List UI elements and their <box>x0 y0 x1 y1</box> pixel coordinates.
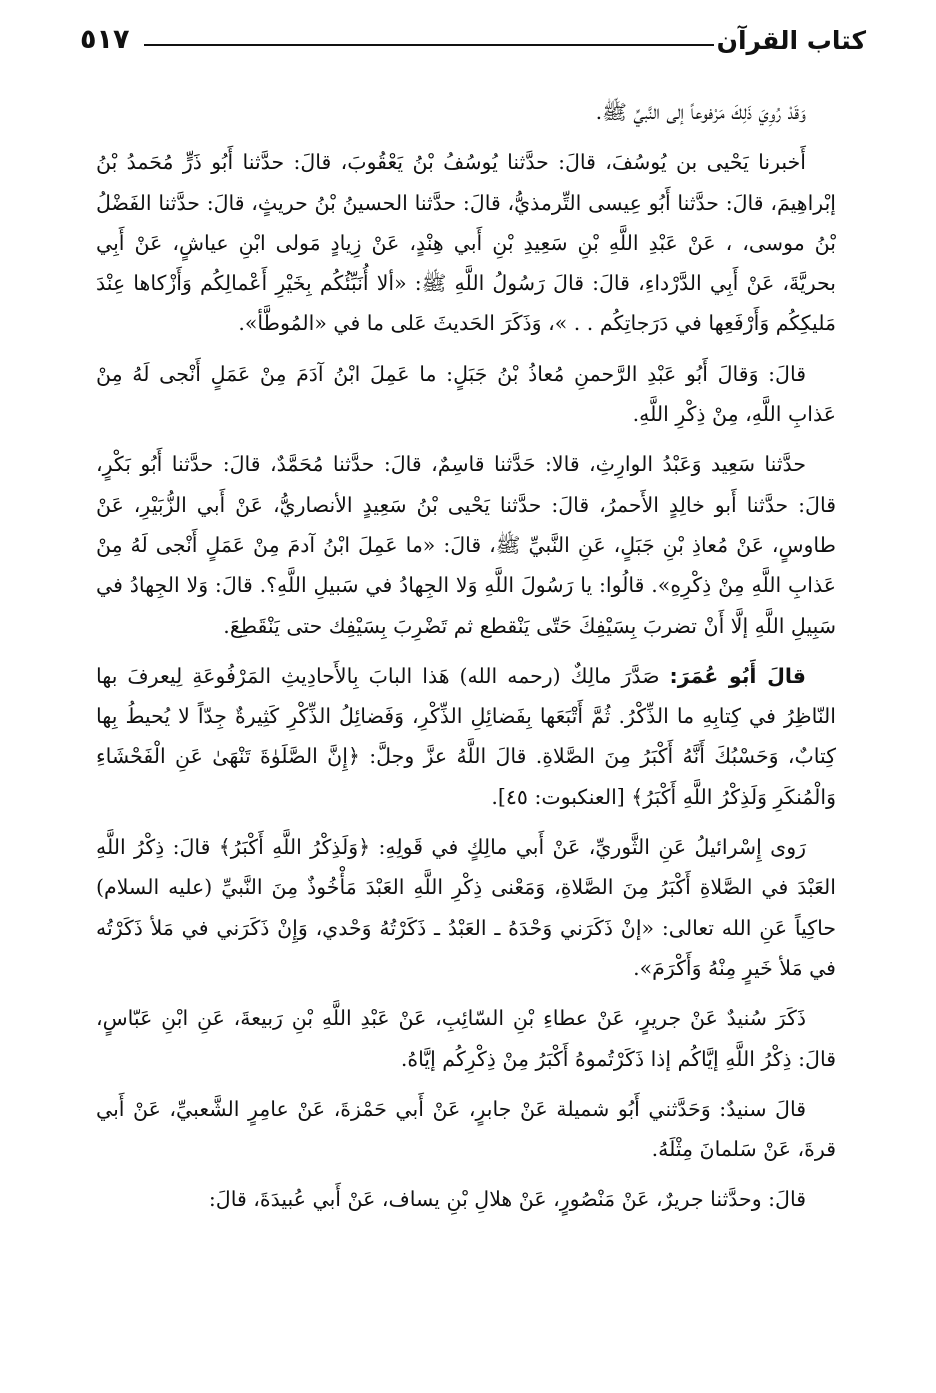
page-header <box>80 22 866 66</box>
paragraph <box>96 354 836 435</box>
page-body <box>96 92 836 1230</box>
paragraph-lead: قالَ أَبُو عُمَرَ: <box>669 663 806 688</box>
paragraph-text: صَدَّرَ مالِكٌ (رحمه الله) هَذا البابَ بِالأَحادِيثِ المَرْفُوعَةِ لِيعرفَ بها النّاظِرُ في كِتابِهِ ما الذِّكْرُ. ثُمَّ أَتْبَعَها بِفَضائِلِ الذِّكْرِ، وَفَضائِلُ الذِّكْرِ كَثِيرةٌ جِدّاً لا يُحيطُ بِها كِتابٌ، وَحَسْبُكَ أَنَّهُ أَكْبَرُ مِنَ الصَّلاةِ. قالَ اللَّهُ عزَّ وجلَّ: ﴿إِنَّ الصَّلَوٰةَ تَنْهَىٰ عَنِ الْفَحْشَاءِ وَالْمُنكَرِ وَلَذِكْرُ اللَّهِ أَكْبَرُ﴾ [العنكبوت: ٤٥]. <box>96 663 836 809</box>
paragraph-text: قالَ سنيدٌ: وَحَدَّثني أَبُو شميلة عَنْ جابرٍ، عَنْ أَبي حَمْزةَ، عَنْ عامِرٍ الشَّعبيِّ، عَنْ أَبي قرةَ، عَنْ سَلمانَ مِثْلَهُ. <box>96 1096 836 1162</box>
paragraph <box>96 1179 836 1219</box>
paragraph <box>96 1089 836 1170</box>
paragraph <box>96 827 836 988</box>
paragraph <box>96 656 836 817</box>
header-rule <box>144 44 714 46</box>
paragraph <box>96 444 836 645</box>
paragraph-text: رَوى إِسْرائيلُ عَنِ الثَّوريِّ، عَنْ أَبي مالِكٍ في قَولِهِ: ﴿وَلَذِكْرُ اللَّهِ أَكْبَرُ﴾ قالَ: ذِكْرُ اللَّهِ العَبْدَ في الصَّلاةِ أَكْبَرُ مِنَ الصَّلاةِ، وَمَعْنى ذِكْرِ اللَّهِ العَبْدَ مَأْخُوذٌ مِنَ النَّبيِّ (عليه السلام) حاكِياً عَنِ الله تعالى: «إنْ ذَكَرَني وَحْدَهُ ـ العَبْدُ ـ ذَكَرْتُهُ وَحْدي، وَإِنْ ذَكَرَني في مَلأ ذَكَرْتُه في مَلأ خَيرٍ مِنْهُ وَأَكْرَمَ». <box>96 835 836 980</box>
paragraph-text: قالَ: وحدَّثنا جريرٌ، عَنْ مَنْصُورٍ، عَنْ هلالِ بْنِ يساف، عَنْ أَبي عُبيدَةَ، قالَ: <box>208 1187 806 1212</box>
paragraph <box>96 998 836 1079</box>
paragraph <box>96 142 836 343</box>
paragraph-text: حدَّثنا سَعِيد وَعَبْدُ الوارِثِ، قالا: حَدَّثنا قاسِمٌ، قالَ: حدَّثنا مُحَمَّدٌ، قالَ: حدَّثنا أَبُو بَكْرٍ، قالَ: حدَّثنا أَبو خالِدٍ الأَحمرُ، قالَ: حدَّثنا يَحْيى بْنُ سَعِيدٍ الأنصاريُّ، عَنْ أَبي الزُّبَيْرِ، عَنْ طاوسٍ، عَنْ مُعاذِ بْنِ جَبَلٍ، عَنِ النَّبيِّ ﷺ، قالَ: «ما عَمِلَ ابْنُ آدمَ مِنْ عَمَلٍ أَنْجى لَهُ مِنْ عَذابِ اللَّهِ مِنْ ذِكْرِهِ». قالُوا: يا رَسُولَ اللَّهِ وَلا الجِهادُ في سَبيلِ اللَّهِ؟. قالَ: وَلا الجِهادُ في سَبِيلِ اللَّهِ إلَّا أَنْ تضربَ بِسَيْفِكَ حَتّى يَنْقطع ثم تَضْرِبَ بِسَيْفِك حتى يَنْقَطِعَ. <box>96 452 836 638</box>
paragraph-text: قالَ: وَقالَ أَبُو عَبْدِ الرَّحمنِ مُعاذُ بْنُ جَبَلٍ: ما عَمِلَ ابْنُ آدَمَ مِنْ عَمَلٍ أَنْجى لَهُ مِنْ عَذابِ اللَّهِ، مِنْ ذِكْرِ اللَّهِ. <box>96 361 836 427</box>
paragraph <box>96 92 836 132</box>
paragraph-text: أَخبرنا يَحْيى بن يُوسُفَ، قالَ: حدَّثنا يُوسُفُ بْنُ يَعْقُوبَ، قالَ: حدَّثنا أَبُو ذَرٍّ مُحَمدُ بْنُ إبْراهِيمَ، قالَ: حدَّثنا أَبُو عِيسى التِّرمذيُّ، قالَ: حدَّثنا الحسينُ بْنُ حريثٍ، قالَ: حدَّثنا الفَضْلُ بْنُ موسى، ، عَنْ عَبْدِ اللَّهِ بْنِ سَعِيدِ بْنِ أَبي هِنْدٍ، عَنْ زِيادٍ مَولى ابْنِ عياشٍ، عَنْ أَبِي بحريَّةَ، عَنْ أَبِي الدَّرْداءِ، قالَ: قالَ رَسُولُ اللَّهِ ﷺ: «ألا أُنَبِّئُكُم بِخَيْرِ أَعْمالِكُم وَأَزْكاها عِنْدَ مَليكِكُم وَأَرْفَعِها في دَرَجاتِكُم . . »، وَذَكَرَ الحَديثَ عَلى ما في «المُوطَّأ». <box>96 150 836 336</box>
book-title: كتاب القرآن <box>716 26 866 55</box>
page-number: ٥١٧ <box>80 24 130 55</box>
paragraph-text: وَقَدْ رُوِيَ ذَلِكَ مَرْفوعاً إلى النَّبيِّ ﷺ. <box>595 100 806 124</box>
paragraph-text: ذَكَرَ سُنيدٌ عَنْ جريرٍ، عَنْ عطاءِ بْنِ السّائِبِ، عَنْ عَبْدِ اللَّهِ بْنِ رَبيعةَ، عَنِ ابْنِ عَبّاسٍ، قالَ: ذِكْرُ اللَّهِ إيَّاكُم إذا ذَكَرْتُموهُ أَكْبَرُ مِنْ ذِكْرِكُم إيَّاهُ. <box>96 1006 836 1071</box>
